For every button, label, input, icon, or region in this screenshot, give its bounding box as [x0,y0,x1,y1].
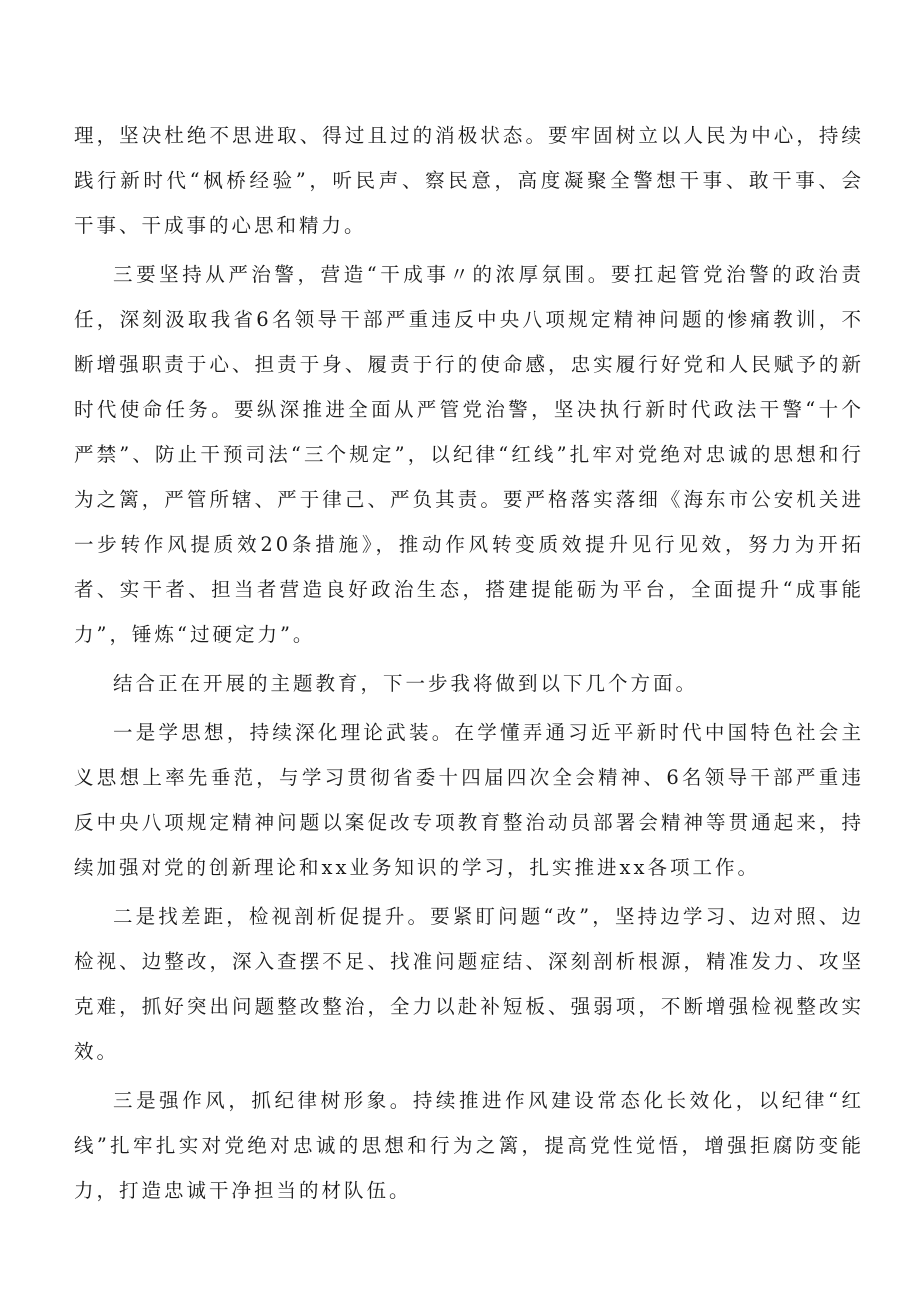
paragraph-1: 理，坚决杜绝不思进取、得过且过的消极状态。要牢固树立以人民为中心，持续践行新时代“枫桥经验”，听民声、察民意，高度凝聚全警想干事、敢干事、会干事、干成事的心思和精力。 [74,124,864,237]
paragraph-4: 一是学思想，持续深化理论武装。在学懂弄通习近平新时代中国特色社会主义思想上率先垂范，与学习贯彻省委十四届四次全会精神、6名领导干部严重违反中央八项规定精神问题以案促改专项教育整治动员部署会精神等贯通起来，持续加强对党的创新理论和xx业务知识的学习，扎实推进xx各项工作。 [74,721,864,879]
paragraph-2: 三要坚持从严治警，营造“干成事〃的浓厚氛围。要扛起管党治警的政治责任，深刻汲取我省6名领导干部严重违反中央八项规定精神问题的惨痛教训，不断增强职责于心、担责于身、履责于行的使命感，忠实履行好党和人民赋予的新时代使命任务。要纵深推进全面从严管党治警，坚决执行新时代政法干警“十个严禁”、防止干预司法“三个规定”，以纪律“红线”扎牢对党绝对忠诚的思想和行为之篱，严管所辖、严于律己、严负其责。要严格落实落细《海东市公安机关进一步转作风提质效20条措施》，推动作风转变质效提升见行见效，努力为开拓者、实干者、担当者营造良好政治生态，搭建提能砺为平台，全面提升“成事能力”，锤炼“过硬定力”。 [74,263,864,646]
paragraph-3: 结合正在开展的主题教育，下一步我将做到以下几个方面。 [113,672,699,695]
document-body [74,113,864,1213]
paragraph-6: 三是强作风，抓纪律树形象。持续推进作风建设常态化长效化，以纪律“红线”扎牢扎实对党绝对忠诚的思想和行为之篱，提高党性觉悟，增强拒腐防变能力，打造忠诚干净担当的材队伍。 [74,1089,864,1202]
paragraph-5: 二是找差距，检视剖析促提升。要紧盯问题“改”，坚持边学习、边对照、边检视、边整改，深入查摆不足、找准问题症结、深刻剖析根源，精准发力、攻坚克难，抓好突出问题整改整治，全力以赴补短板、强弱项，不断增强检视整改实效。 [74,905,864,1063]
